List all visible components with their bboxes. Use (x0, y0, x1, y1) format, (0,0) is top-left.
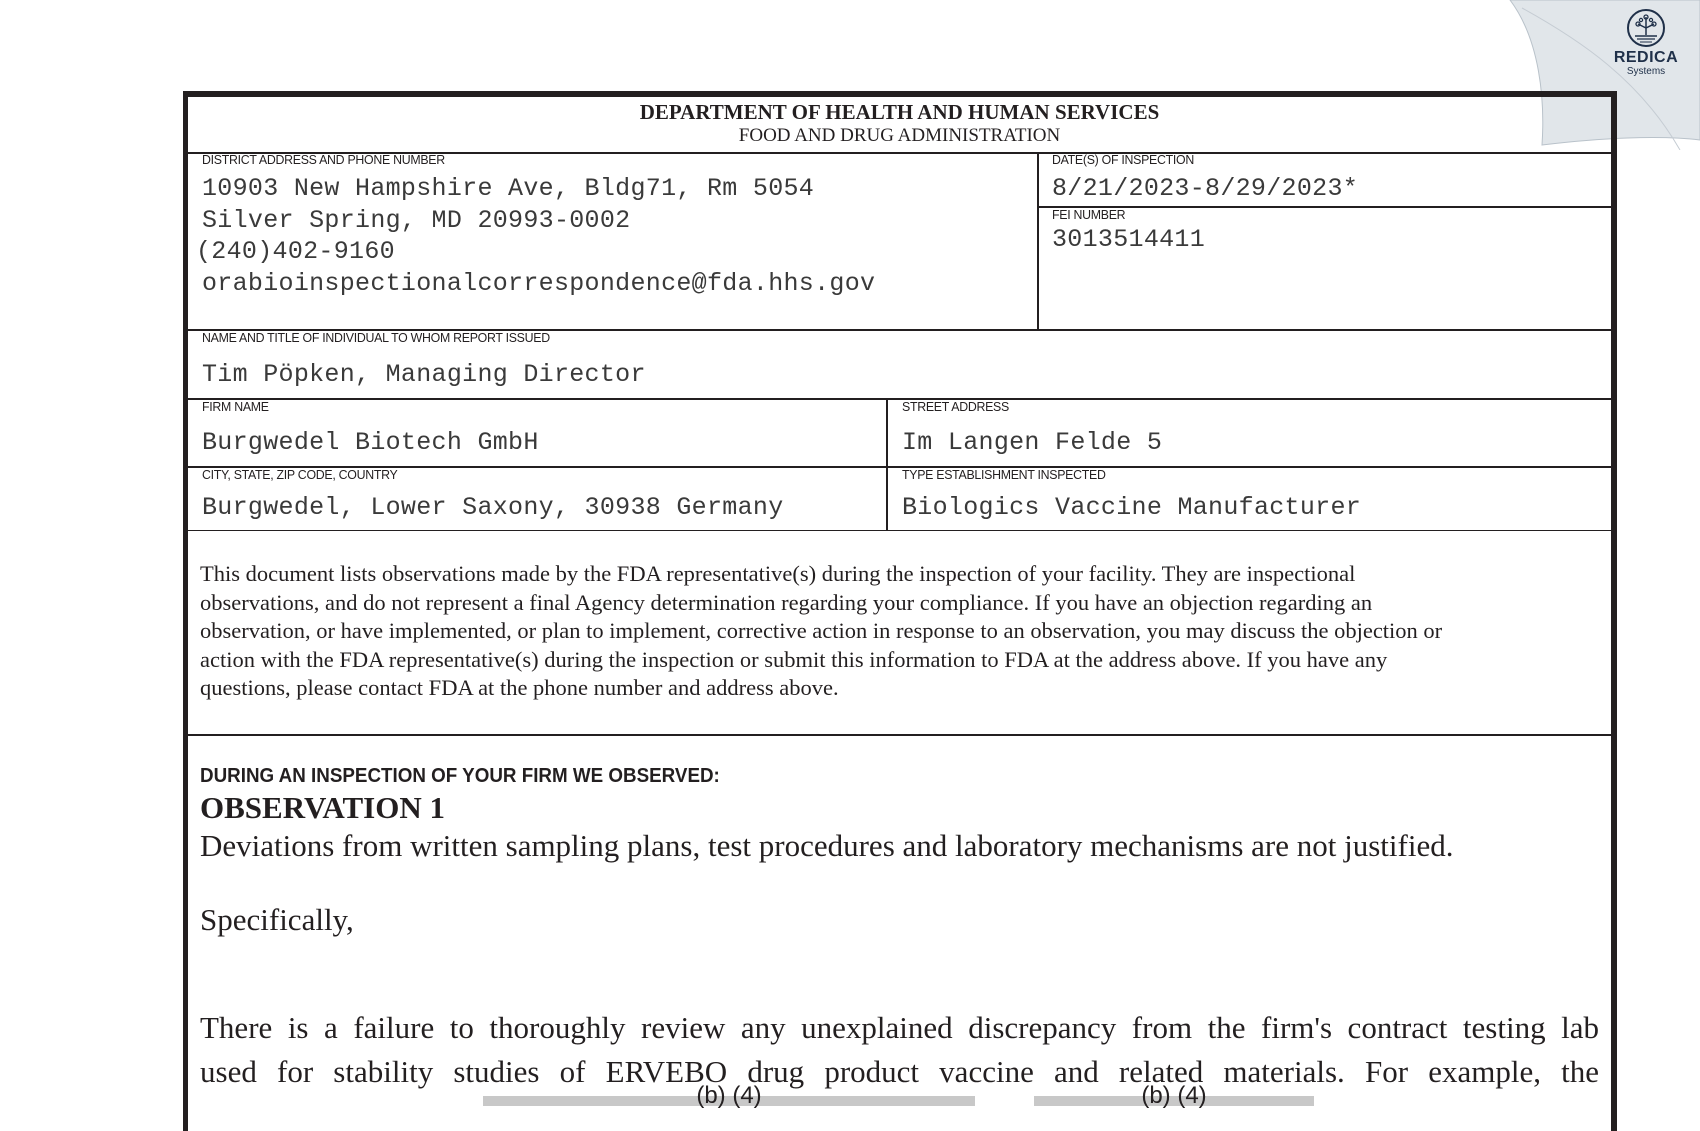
disclaimer-line: observation, or have implemented, or plan to implement, corrective action in response to an observation, you may discuss the objection or (200, 618, 1443, 643)
fei-number-label: FEI NUMBER (1052, 207, 1126, 222)
redaction-box (1034, 1082, 1314, 1109)
observation-body-line: used for stability studies of ERVEBO drug product vaccine and related materials. For example, the (200, 1054, 1599, 1089)
observation-summary: Deviations from written sampling plans, test procedures and laboratory mechanisms are not justified. (200, 828, 1454, 863)
disclaimer-line: observations, and do not represent a final Agency determination regarding your compliance. If you have an objection regarding an (200, 589, 1373, 615)
agency-title: FOOD AND DRUG ADMINISTRATION (738, 125, 1061, 146)
disclaimer-line: questions, please contact FDA at the phone number and address above. (200, 675, 839, 700)
disclaimer-line: action with the FDA representative(s) during the inspection or submit this information to FDA at the address above. If you have any (200, 646, 1388, 672)
district-phone: (240)402-9160 (196, 237, 395, 266)
logo-brand-text: REDICA (1613, 49, 1679, 66)
dates-of-inspection-label: DATE(S) OF INSPECTION (1052, 152, 1194, 167)
divider (183, 530, 1617, 531)
redaction-box (483, 1082, 975, 1109)
divider (183, 734, 1617, 736)
district-address-line: Silver Spring, MD 20993-0002 (202, 206, 631, 235)
firm-name-label: FIRM NAME (202, 399, 269, 414)
department-title: DEPARTMENT OF HEALTH AND HUMAN SERVICES (639, 100, 1160, 124)
redica-logo (1606, 8, 1686, 77)
city-value: Burgwedel, Lower Saxony, 30938 Germany (202, 493, 784, 522)
divider (1037, 152, 1039, 330)
individual-label: NAME AND TITLE OF INDIVIDUAL TO WHOM REPORT ISSUED (202, 330, 550, 345)
district-address-line: 10903 New Hampshire Ave, Bldg71, Rm 5054 (202, 174, 815, 203)
observations-intro: DURING AN INSPECTION OF YOUR FIRM WE OBSERVED: (200, 765, 720, 787)
district-address-label: DISTRICT ADDRESS AND PHONE NUMBER (202, 152, 445, 167)
divider (886, 398, 888, 531)
establishment-type-label: TYPE ESTABLISHMENT INSPECTED (902, 467, 1106, 482)
street-address-label: STREET ADDRESS (902, 399, 1009, 414)
district-email: orabioinspectionalcorrespondence@fda.hhs.gov (202, 269, 876, 298)
observation-body-line: There is a failure to thoroughly review any unexplained discrepancy from the firm's contract testing lab (200, 1010, 1599, 1045)
establishment-type-value: Biologics Vaccine Manufacturer (902, 493, 1362, 522)
redaction-label: (b) (4) (1141, 1082, 1207, 1109)
individual-value: Tim Pöpken, Managing Director (202, 360, 646, 389)
observation-title: OBSERVATION 1 (200, 790, 445, 825)
fei-number-value: 3013514411 (1052, 225, 1206, 254)
tree-circuit-icon (1626, 8, 1666, 48)
dates-of-inspection-value: 8/21/2023-8/29/2023* (1052, 174, 1359, 203)
city-label: CITY, STATE, ZIP CODE, COUNTRY (202, 467, 398, 482)
disclaimer-line: This document lists observations made by the FDA representative(s) during the inspection of your facility. They are inspectional (200, 561, 1356, 586)
divider (183, 398, 1617, 400)
divider (183, 466, 1617, 468)
disclaimer-paragraph (200, 560, 1600, 703)
logo-sub-text: Systems (1626, 66, 1666, 77)
observation-specifically: Specifically, (200, 902, 354, 937)
street-address-value: Im Langen Felde 5 (902, 428, 1163, 457)
redaction-label: (b) (4) (696, 1082, 762, 1109)
firm-name-value: Burgwedel Biotech GmbH (202, 428, 539, 457)
